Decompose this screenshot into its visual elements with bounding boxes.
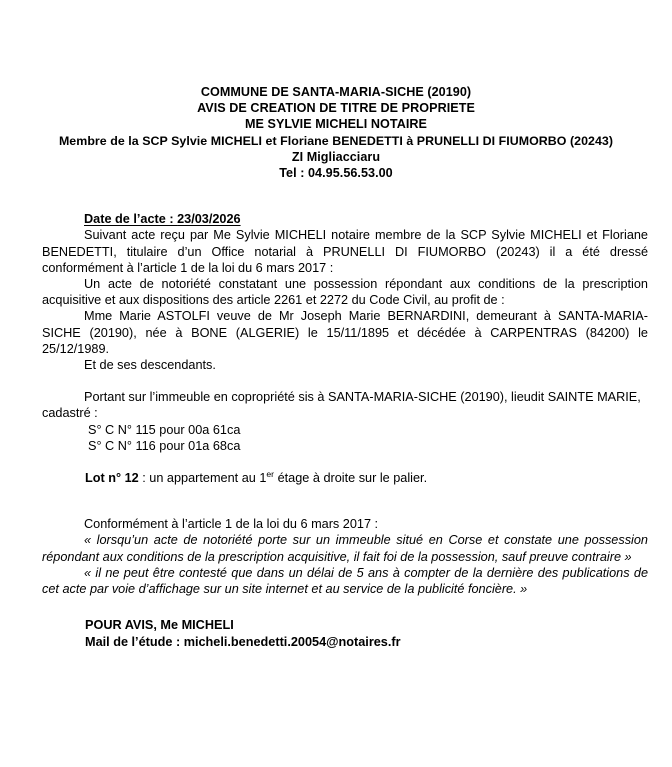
- spacer: [42, 373, 648, 389]
- paragraph-acte-notoriete: Un acte de notoriété constatant une possession répondant aux conditions de la prescription acquisitive et aux dispositions des article 2261 et 2272 du Code Civil, au profit de :: [42, 277, 648, 308]
- cadastre-line: S° C N° 116 pour 01a 68ca: [88, 438, 241, 453]
- lot-number-label: Lot n° 12: [85, 471, 139, 486]
- lot-ordinal-suffix: er: [266, 468, 275, 479]
- lot-text-after-ordinal: étage à droite sur le palier.: [274, 471, 428, 486]
- email-line: Mail de l’étude : micheli.benedetti.20054@notaires.fr: [85, 634, 401, 649]
- paragraph-conformement: Conformément à l’article 1 de la loi du 6 mars 2017 :: [84, 517, 379, 532]
- header-address: ZI Migliacciaru: [291, 149, 381, 164]
- header-notaire-name: ME SYLVIE MICHELI NOTAIRE: [244, 117, 427, 132]
- lot-description-line: [42, 470, 648, 486]
- document-header: [0, 0, 672, 181]
- spacer: [42, 486, 648, 516]
- document-body: [0, 195, 672, 650]
- cadastre-line: S° C N° 115 pour 00a 61ca: [88, 422, 241, 437]
- quote-article-1: « lorsqu’un acte de notoriété porte sur un immeuble situé en Corse et constate une possession répondant aux conditions de la prescription acquisitive, il fait foi de la possession, sauf preuve contraire »: [42, 533, 648, 564]
- signature-line: POUR AVIS, Me MICHELI: [85, 618, 234, 633]
- date-of-act-line: [42, 211, 648, 227]
- quote-contestation-delay: « il ne peut être contesté que dans un délai de 5 ans à compter de la dernière des publications de cet acte par voie d’affichage sur un site internet et au service de la publicité foncière. »: [42, 565, 648, 597]
- paragraph-immeuble: Portant sur l’immeuble en copropriété sis à SANTA-MARIA-SICHE (20190), lieudit SAINTE MARIE, cadastré :: [42, 390, 641, 421]
- header-commune: COMMUNE DE SANTA-MARIA-SICHE (20190): [200, 85, 472, 99]
- date-of-act-label: Date de l’acte :: [84, 212, 178, 227]
- spacer: [42, 195, 648, 211]
- lot-text-before-ordinal: : un appartement au 1: [138, 471, 267, 486]
- date-of-act-value: 23/03/2026: [177, 212, 241, 227]
- spacer: [42, 454, 648, 470]
- header-phone: Tel : 04.95.56.53.00: [279, 166, 393, 181]
- paragraph-suivant-acte: Suivant acte reçu par Me Sylvie MICHELI notaire membre de la SCP Sylvie MICHELI et Floriane BENEDETTI, titulaire d’un Office notarial à PRUNELLI DI FIUMORBO (20243) il a été dressé conformément à l’article 1 de la loi du 6 mars 2017 :: [42, 228, 648, 275]
- header-scp-membership: Membre de la SCP Sylvie MICHELI et Floriane BENEDETTI à PRUNELLI DI FIUMORBO (20243): [58, 133, 614, 148]
- spacer: [42, 597, 648, 617]
- header-avis-title: AVIS DE CREATION DE TITRE DE PROPRIETE: [197, 101, 475, 116]
- paragraph-descendants: Et de ses descendants.: [84, 358, 216, 373]
- paragraph-beneficiaire: Mme Marie ASTOLFI veuve de Mr Joseph Marie BERNARDINI, demeurant à SANTA-MARIA-SICHE (20190), née à BONE (ALGERIE) le 15/11/1895 et décédée à CARPENTRAS (84200) le 25/12/1989.: [42, 309, 648, 356]
